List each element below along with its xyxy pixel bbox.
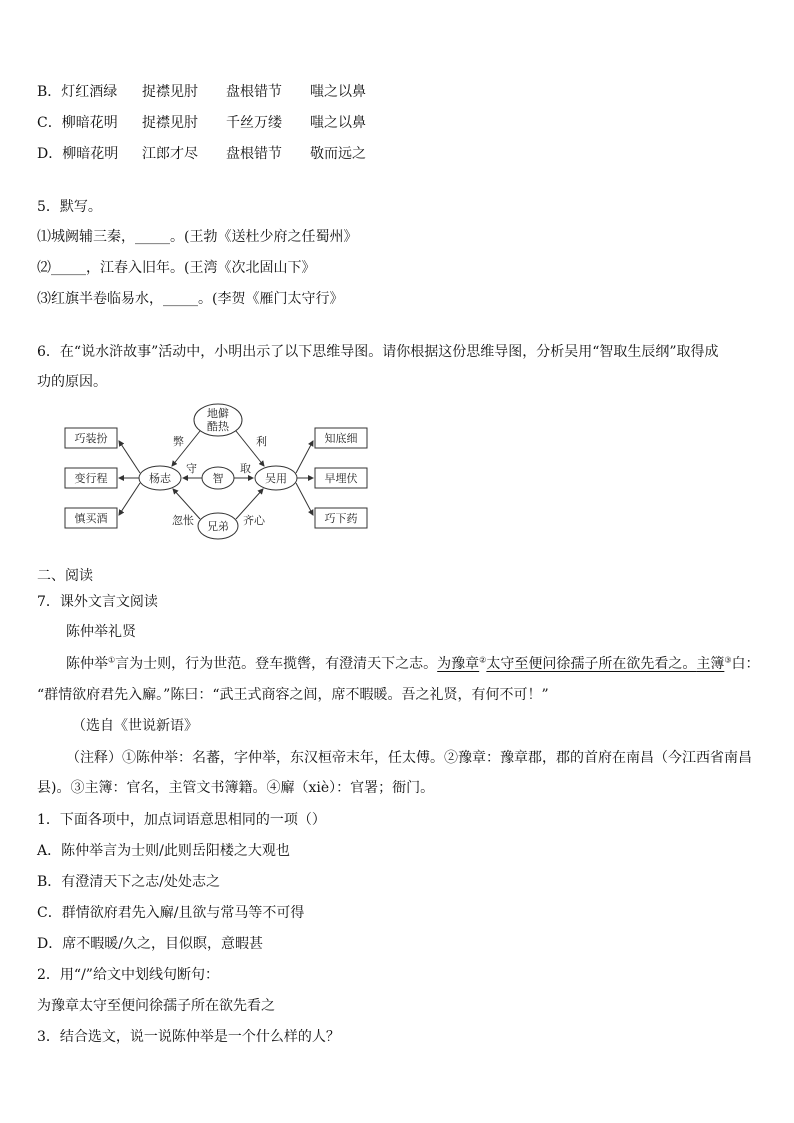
edge-label-qu: 取 <box>240 462 251 475</box>
sub-question-1-title: 1．下面各项中，加点词语意思相同的一项（） <box>37 812 326 828</box>
top-node-label-2: 酷热 <box>207 420 229 433</box>
option-item: 嗤之以鼻 <box>310 115 366 131</box>
q4-option-c <box>37 113 366 133</box>
left-node-label: 杨志 <box>149 472 171 485</box>
notes-line-2: 县)。③主簿：官名，主管文书簿籍。④廨（xiè）：官署；衙门。 <box>37 780 435 796</box>
q6-line-1: 6．在“说水浒故事”活动中，小明出示了以下思维导图。请你根据这份思维导图，分析吴用“智取生辰纲”取得成 <box>37 344 719 360</box>
sub-question-2-title: 2．用“/”给文中划线句断句： <box>37 967 219 983</box>
notes-line-1: （注释）①陈仲举：名蕃，字仲举，东汉桓帝末年，任太傅。②豫章：豫章郡，郡的首府在南昌（今江西省南昌 <box>66 750 752 766</box>
passage-paragraph-1: 陈仲举①言为士则，行为世范。登车揽辔，有澄清天下之志。为豫章②太守至便问徐孺子所在欲先看之。主簿③白： <box>66 655 760 672</box>
bottom-node-label: 兄弟 <box>207 520 229 533</box>
option-item: 嗤之以鼻 <box>310 84 366 100</box>
passage-paragraph-2: “群情欲府君先入廨。”陈曰：“武王式商容之闾，席不暇暖。吾之礼贤，有何不可！” <box>37 687 549 703</box>
sub-question-1-option-b: B．有澄清天下之志/处处志之 <box>37 874 221 890</box>
q5-title: 5．默写。 <box>37 199 102 215</box>
edge-label-hu-shi: 忽怅 <box>172 514 194 527</box>
option-item: 江郎才尽 <box>142 146 198 162</box>
edge-label-qi-xin: 齐心 <box>243 514 265 527</box>
left-box-1-label: 巧装扮 <box>74 432 108 445</box>
center-node-label: 智 <box>212 472 224 485</box>
left-box-2-label: 变行程 <box>74 472 108 485</box>
arrow <box>119 441 140 473</box>
underlined-sentence-part-2: 太守至便问徐孺子所在欲先看之。 <box>486 656 697 672</box>
passage-source: （选自《世说新语》 <box>72 718 198 734</box>
arrow <box>119 483 140 515</box>
right-box-2-label: 早埋伏 <box>324 472 358 485</box>
top-node-label-1: 地僻 <box>207 407 229 420</box>
edge-label-shou: 守 <box>186 462 197 475</box>
q7-title: 7．课外文言文阅读 <box>37 594 158 610</box>
q5-line-3: ⑶红旗半卷临易水，_____。(李贺《雁门太守行》 <box>37 291 344 307</box>
right-node-label: 吴用 <box>265 472 287 485</box>
passage-title: 陈仲举礼贤 <box>66 624 136 640</box>
sub-question-1-option-d: D．席不暇暖/久之，目似瞑，意暇甚 <box>37 936 263 952</box>
q6-line-2: 功的原因。 <box>37 374 107 390</box>
sub-question-1-option-a: A．陈仲举言为士则/此则岳阳楼之大观也 <box>37 843 290 859</box>
option-label: B．灯红酒绿 <box>37 84 118 100</box>
right-box-1-label: 知底细 <box>324 432 358 445</box>
q5-line-1: ⑴城阙辅三秦，_____。(王勃《送杜少府之任蜀州》 <box>37 229 358 245</box>
sub-question-2-sentence: 为豫章太守至便问徐孺子所在欲先看之 <box>37 998 275 1014</box>
sub-question-1-option-c: C．群情欲府君先入廨/且欲与常马等不可得 <box>37 905 305 921</box>
section-heading: 二、阅读 <box>37 568 93 584</box>
sub-question-3-title: 3．结合选文，说一说陈仲举是一个什么样的人？ <box>37 1029 340 1045</box>
option-label: C．柳暗花明 <box>37 115 118 131</box>
option-item: 千丝万缕 <box>226 115 282 131</box>
mind-map-diagram <box>60 403 380 543</box>
underlined-sentence-part-1: 为豫章 <box>437 656 480 672</box>
left-box-3-label: 慎买酒 <box>74 512 108 525</box>
q5-line-2: ⑵_____，江春入旧年。(王湾《次北固山下》 <box>37 260 316 276</box>
option-item: 盘根错节 <box>226 84 282 100</box>
edge-label-li: 利 <box>256 435 267 448</box>
option-label: D．柳暗花明 <box>37 146 119 162</box>
q4-option-d <box>37 144 366 164</box>
arrow <box>296 483 313 515</box>
option-item: 敬而远之 <box>310 146 366 162</box>
right-box-3-label: 巧下药 <box>324 512 358 525</box>
option-item: 捉襟见肘 <box>142 115 198 131</box>
option-item: 盘根错节 <box>226 146 282 162</box>
arrow <box>296 441 313 473</box>
edge-label-bi: 弊 <box>173 435 184 448</box>
option-item: 捉襟见肘 <box>142 84 198 100</box>
q4-option-b <box>37 82 366 102</box>
